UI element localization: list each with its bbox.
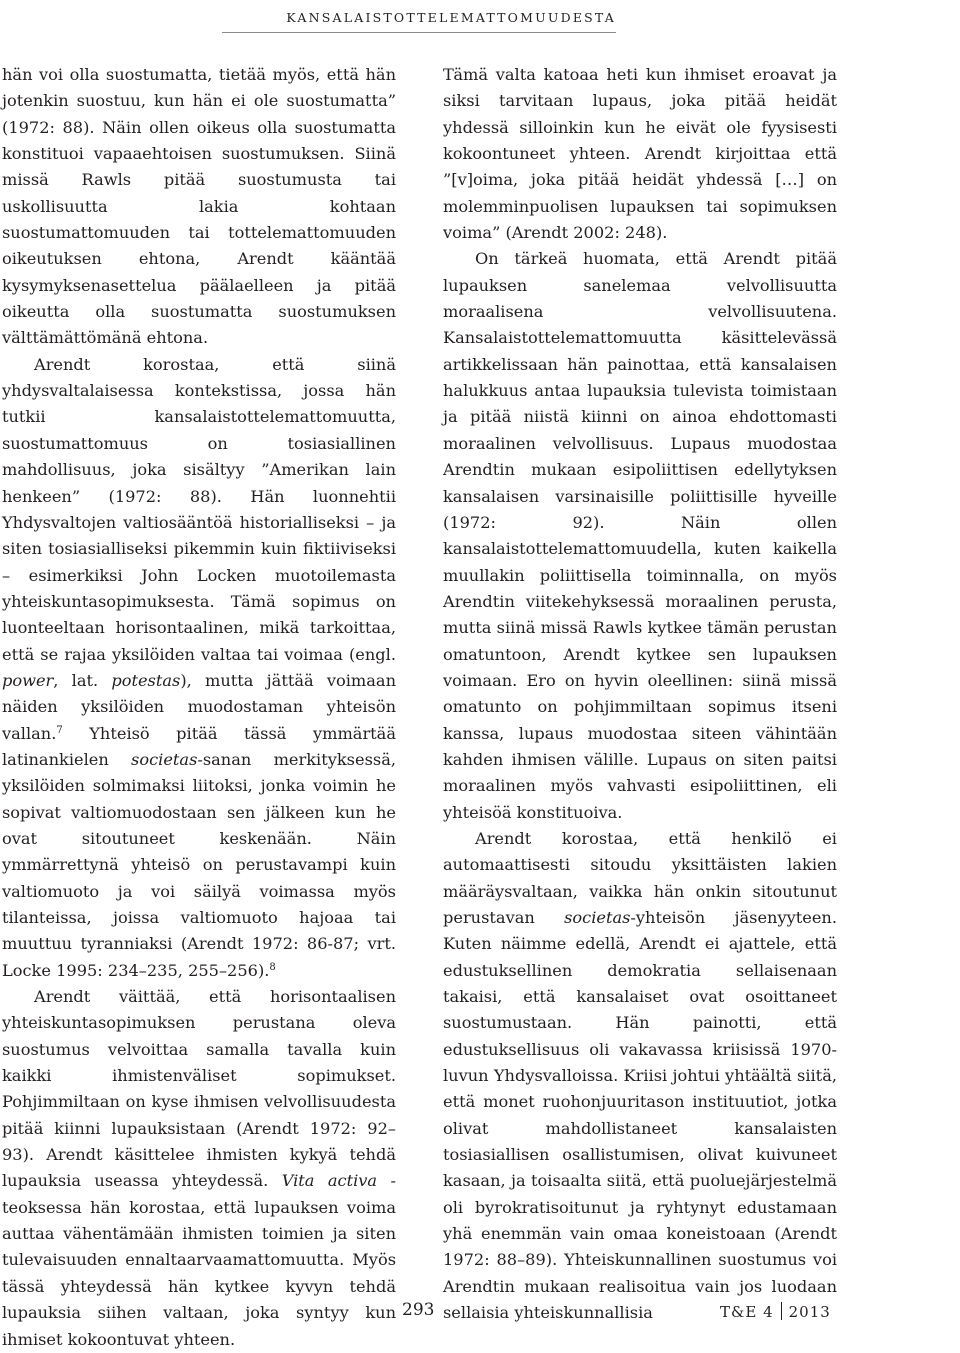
term-societas: societas bbox=[564, 908, 631, 927]
text-run: -teoksessa hän korostaa, että lupauksen voima auttaa vähentämään ihmisten toimien ja siten tulevaisuuden ennaltaarvaamattomuutta. Myös tässä yhteydessä hän kytkee kyvyn tehdä lupauksia siihen valtaan, joka syntyy kun ihmiset kokoontuvat yhteen. bbox=[2, 1171, 396, 1349]
footnote-ref-8[interactable]: 8 bbox=[269, 961, 276, 973]
journal-name: T&E 4 bbox=[720, 1303, 774, 1321]
text-run: Yhteisö pitää tässä ymmärtää latinankielen bbox=[2, 723, 396, 769]
right-column bbox=[443, 62, 837, 1327]
footnote-ref-7[interactable]: 7 bbox=[56, 724, 63, 736]
text-run: Arendt väittää, että horisontaalisen yhteiskuntasopimuksen perustana oleva suostumus velvoittaa samalla tavalla kuin kaikki ihmistenväliset sopimukset. Pohjimmiltaan on kyse ihmisen velvollisuudesta pitää kiinni lupauksistaan (Arendt 1972: 92–93). Arendt käsittelee ihmisten kykyä tehdä lupauksia useassa yhteydessä. bbox=[2, 987, 396, 1191]
text-run: -yhteisön jäsenyyteen. Kuten näimme edellä, Arendt ei ajattele, että edustuksellinen demokratia sellaisenaan takaisi, että kansalaiset ovat osoittaneet suostumustaan. Hän painotti, että edustuksellisuus oli vakavassa kriisissä 1970-luvun Yhdysvalloissa. Kriisi johtui yhtäältä siitä, että monet ruohonjuuritason instituutiot, jotka olivat mahdollistaneet kansalaisten tosiasiallisen osallistumisen, olivat kuivuneet kasaan, ja toisaalta siitä, että puoluejärjestelmä oli byrokratisoitunut ja ryhtynyt edustamaan yhä enemmän vain omaa koneistoaan (Arendt 1972: 88–89). Yhteiskunnallinen suostumus voi Arendtin mukaan realisoitua vain jos luodaan sellaisia yhteiskunnallisia bbox=[443, 908, 837, 1323]
paragraph bbox=[443, 826, 837, 1327]
left-column bbox=[2, 62, 396, 1353]
text-run: Arendt korostaa, että siinä yhdysvaltalaisessa kontekstissa, jossa hän tutkii kansalaistottelemattomuutta, suostumattomuus on tosiasiallinen mahdollisuus, joka sisältyy ”Amerikan lain henkeen” (1972: 88). Hän luonnehtii Yhdysvaltojen valtiosääntöä historialliseksi – ja siten tosiasialliseksi pikemmin kuin fiktiiviseksi – esimerkiksi John Locken muotoilemasta yhteiskuntasopimuksesta. Tämä sopimus on luonteeltaan horisontaalinen, mikä tarkoittaa, että se rajaa yksilöiden valtaa tai voimaa (engl. bbox=[2, 354, 396, 664]
divider bbox=[781, 1302, 782, 1320]
text-run: Arendt korostaa, että henkilö ei automaattisesti sitoudu yksittäisten lakien määräysvaltaan, vaikka hän onkin sitoutunut perustavan bbox=[443, 828, 837, 927]
text-run: -sanan merkityksessä, yksilöiden solmimaksi liitoksi, jonka voimin he sopivat valtiomuodostaan sen jälkeen kun he ovat sitoutuneet keskenään. Näin ymmärrettynä yhteisö on perustavampi kuin valtiomuoto ja voi säilyä voimassa myös tilanteissa, joissa valtiomuoto hajoaa tai muuttuu tyranniaksi (Arendt 1972: 86-87; vrt. Locke 1995: 234–235, 255–256). bbox=[2, 749, 396, 980]
running-head: KANSALAISTOTTELEMATTOMUUDESTA bbox=[222, 6, 616, 33]
paragraph: Tämä valta katoaa heti kun ihmiset eroavat ja siksi tarvitaan lupaus, joka pitää heidät yhdessä silloinkin kun he eivät ole fyysisesti kokoontuneet yhteen. Arendt kirjoittaa että ”[v]oima, joka pitää heidät yhdessä […] on molemminpuolisen lupauksen tai sopimuksen voima” (Arendt 2002: 248). bbox=[443, 65, 837, 243]
paragraph: hän voi olla suostumatta, tietää myös, että hän jotenkin suostuu, kun hän ei ole suostumatta” (1972: 88). Näin ollen oikeus olla suostumatta konstituoi vapaaehtoisen suostumuksen. Siinä missä Rawls pitää suostumusta tai uskollisuutta lakia kohtaan suostumattomuuden tai tottelemattomuuden oikeutuksen ehtona, Arendt kääntää kysymyksenasettelua päälaelleen ja pitää oikeutta olla suostumatta suostumuksen välttämättömänä ehtona. bbox=[2, 65, 396, 348]
journal-year: 2013 bbox=[788, 1303, 831, 1321]
book-title-vita-activa: Vita activa bbox=[281, 1171, 378, 1191]
page-number: 293 bbox=[402, 1300, 435, 1320]
text-run: , lat. bbox=[53, 670, 112, 690]
paragraph bbox=[2, 352, 396, 984]
paragraph: On tärkeä huomata, että Arendt pitää lupauksen sanelemaa velvollisuutta moraalisena velvollisuutena. Kansalaistottelemattomuutta käsittelevässä artikkelissaan hän painottaa, että kansalaisen halukkuus antaa lupauksia tulevista toimistaan ja pitää niistä kiinni on ainoa ehdottomasti moraalinen velvollisuus. Lupaus muodostaa Arendtin mukaan esipoliittisen edellytyksen kansalaisen varsinaisille poliittisille hyveille (1972: 92). Näin ollen kansalaistottelemattomuudella, kuten kaikella muullakin poliittisella toiminnalla, on myös Arendtin viitekehyksessä moraalinen perusta, mutta siinä missä Rawls kytkee tämän perustan omatuntoon, Arendt kytkee sen lupauksen voimaan. Ero on hyvin oleellinen: siinä missä omatunto on pohjimmiltaan sopimus itseni kanssa, lupaus muodostaa siteen vähintään kahden ihmisen välille. Lupaus on siten paitsi moraalinen myös vahvasti esipoliittinen, eli yhteisöä konstituoiva. bbox=[443, 249, 837, 822]
term-potestas: potestas bbox=[111, 670, 181, 690]
text-run: ), mutta jättää voimaan näiden yksilöiden muodostaman yhteisön vallan. bbox=[2, 670, 396, 743]
paragraph bbox=[2, 984, 396, 1353]
journal-issue bbox=[720, 1302, 831, 1321]
term-societas: societas bbox=[131, 749, 198, 769]
term-power: power bbox=[2, 670, 54, 690]
